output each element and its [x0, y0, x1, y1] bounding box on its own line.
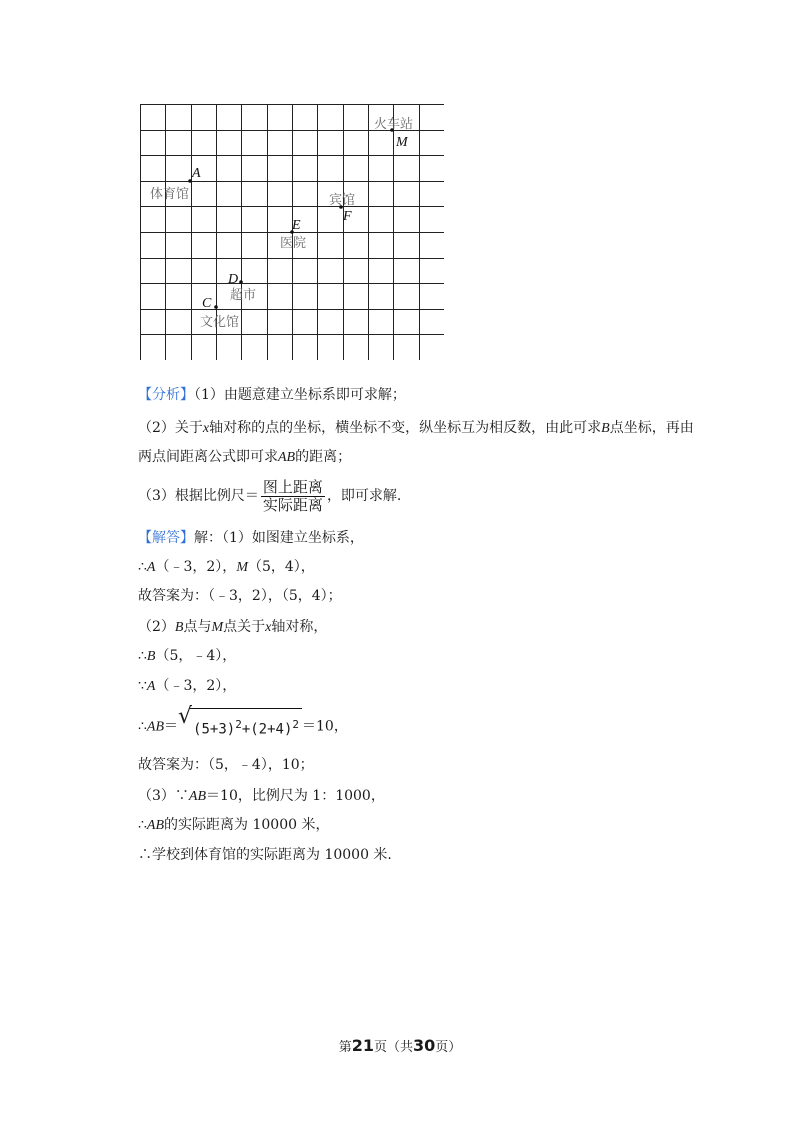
label-gym: 体育馆: [150, 187, 190, 202]
answer-line-7: [138, 704, 348, 745]
var-x: x: [265, 620, 272, 635]
answer-line-6: [138, 676, 236, 697]
coord-A: （﹣3，2），: [155, 559, 237, 575]
answer-intro: 解：（1）如图建立坐标系，: [194, 530, 364, 546]
var-M: M: [211, 620, 224, 635]
therefore-symbol: ∴: [138, 817, 147, 833]
answer-text-9b: 的实际距离为 10000 米，: [164, 817, 330, 833]
label-train-station: 火车站: [374, 117, 414, 132]
analysis-text-4a: （3）根据比例尺＝: [138, 488, 259, 504]
answer-line-3: [138, 586, 342, 606]
label-hospital: 医院: [280, 236, 307, 251]
var-A: A: [146, 679, 156, 694]
radicand: [190, 708, 302, 745]
exponent-2: 2: [292, 718, 300, 731]
label-point-E: E: [292, 218, 301, 233]
coord-M: （5，4），: [247, 559, 315, 575]
footer-mid: 页（共: [373, 1040, 413, 1055]
answer-line-9: [138, 786, 385, 807]
var-B: B: [174, 620, 184, 635]
sqrt-expression: [178, 704, 302, 745]
answer-line-11: [138, 845, 392, 865]
answer-text-2: 故答案为：（﹣3，2），（5，4）；: [138, 588, 342, 604]
label-culture-hall: 文化馆: [200, 315, 240, 330]
radical-sign-icon: √: [178, 704, 193, 729]
point-D-dot: [239, 280, 243, 284]
answer-text-3b: 点与: [183, 619, 212, 635]
analysis-text-4b: ，即可求解.: [326, 488, 402, 504]
var-x: x: [202, 421, 210, 436]
label-hotel: 宾馆: [329, 193, 356, 208]
answer-line-8: [138, 755, 314, 775]
label-point-F: F: [343, 209, 352, 224]
answer-text-10: ∴学校到体育馆的实际距离为 10000 米.: [138, 847, 392, 863]
label-point-M: M: [396, 135, 408, 150]
label-point-C: C: [202, 296, 212, 311]
var-AB: AB: [146, 719, 165, 735]
exponent-1: 2: [235, 718, 242, 731]
label-point-A: A: [192, 166, 201, 181]
analysis-line-2: [138, 418, 694, 439]
point-C-dot: [214, 305, 218, 309]
therefore-symbol: ∴: [138, 559, 147, 575]
answer-text-7: 故答案为：（5，﹣4），10；: [138, 757, 314, 773]
therefore-symbol: ∴: [138, 648, 147, 664]
analysis-text-3b: 的距离；: [295, 449, 352, 465]
footer-post: 页）: [435, 1040, 462, 1055]
footer-pre: 第: [338, 1040, 352, 1055]
answer-line-4: [138, 617, 327, 638]
var-A: A: [146, 560, 156, 575]
footer-page-number: 21: [351, 1036, 374, 1055]
answer-text-8b: ＝10，比例尺为 1：1000，: [206, 788, 385, 804]
analysis-tag: 【分析】: [138, 387, 194, 403]
analysis-text-2a: （2）关于: [138, 420, 203, 436]
var-AB: AB: [278, 450, 296, 465]
var-M: M: [236, 560, 248, 575]
var-AB: AB: [188, 789, 207, 804]
coord-A: （﹣3，2），: [155, 678, 237, 694]
answer-text-3a: （2）: [138, 619, 175, 635]
coordinate-grid-figure: [140, 104, 444, 360]
analysis-line-3: [138, 447, 351, 468]
equals-sign: ＝: [164, 718, 179, 735]
fraction-numerator: 图上距离: [262, 477, 323, 496]
grid-svg: [140, 104, 444, 360]
analysis-text-2b: 轴对称的点的坐标，横坐标不变，纵坐标互为相反数，由此可求: [209, 420, 602, 436]
analysis-text-3a: 两点间距离公式即可求: [138, 449, 278, 465]
answer-line-10: [138, 815, 329, 836]
radicand-term-1: (5+3): [193, 721, 236, 738]
answer-line-5: [138, 646, 236, 667]
answer-text-3c: 点关于: [223, 619, 266, 635]
because-symbol: ∵: [138, 678, 147, 694]
therefore-symbol: ∴: [138, 718, 147, 735]
label-point-D: D: [228, 272, 239, 287]
fraction-denominator: 实际距离: [262, 495, 323, 514]
var-AB: AB: [146, 818, 165, 833]
answer-line-2: [138, 557, 315, 578]
analysis-text-2c: 点坐标，再由: [609, 420, 694, 436]
answer-text-3d: 轴对称，: [271, 619, 328, 635]
answer-text-8a: （3）∵: [138, 788, 189, 804]
coord-B: （5，﹣4），: [155, 648, 237, 664]
analysis-line-4: [138, 478, 401, 514]
label-supermarket: 超市: [230, 288, 257, 303]
analysis-text-1: （1）由题意建立坐标系即可求解；: [194, 387, 406, 403]
answer-tag: 【解答】: [138, 530, 194, 546]
var-B: B: [146, 649, 156, 664]
analysis-line-1: [138, 385, 406, 405]
var-B: B: [601, 421, 610, 436]
footer-total-pages: 30: [413, 1036, 436, 1055]
radicand-term-2: +(2+4): [241, 721, 293, 738]
answer-result: ＝10，: [302, 718, 348, 735]
answer-line-1: [138, 528, 364, 548]
scale-fraction: [261, 479, 325, 514]
page-footer: [0, 1036, 800, 1055]
